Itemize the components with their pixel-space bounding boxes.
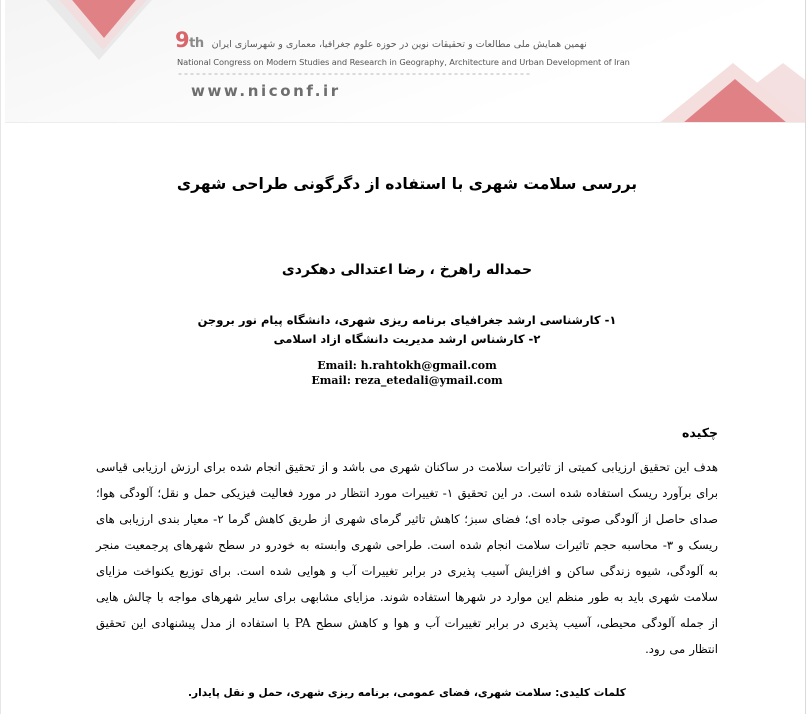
abstract-body xyxy=(96,454,718,662)
affiliation-2: ۲- کارشناس ارشد مدیریت دانشگاه ازاد اسلامی xyxy=(273,332,541,346)
abstract-latin-term: PA xyxy=(294,616,311,630)
affiliation-1: ۱- کارشناسی ارشد جغرافیای برنامه ریزی شهری، دانشگاه پیام نور بروجن xyxy=(197,313,617,327)
conference-name-english: National Congress on Modern Studies and Research in Geography, Architecture and Urban Development of Iran xyxy=(177,57,630,67)
author-emails xyxy=(96,358,718,388)
paper-title: بررسی سلامت شهری با استفاده از دگرگونی طراحی شهری xyxy=(176,175,638,193)
conference-edition-logo xyxy=(175,30,204,54)
author-affiliations xyxy=(96,311,718,349)
decorative-triangle-left-main xyxy=(5,0,203,38)
conference-edition-ordinal: th xyxy=(189,36,204,51)
email-1[interactable]: Email: h.rahtokh@gmail.com xyxy=(317,359,497,372)
page-border-right xyxy=(805,0,806,714)
paper-authors: حمداله راهرخ ، رضا اعتدالی دهکردی xyxy=(281,262,533,278)
conference-title-row xyxy=(175,30,645,54)
decorative-triangle-right-main xyxy=(631,79,805,123)
abstract-heading: چکیده xyxy=(682,425,718,440)
paper-content xyxy=(6,123,804,714)
paper-keywords: کلمات کلیدی: سلامت شهری، فضای عمومی، برنامه ریزی شهری، حمل و نقل پایدار. xyxy=(188,687,626,699)
dotted-divider xyxy=(177,73,531,75)
conference-logo-block xyxy=(175,30,645,100)
page-border-left xyxy=(0,0,1,714)
conference-name-persian: نهمین همایش ملی مطالعات و تحقیقات نوین در حوزه علوم جغرافیا، معماری و شهرسازی ایران xyxy=(211,39,587,50)
abstract-text-part-1: هدف این تحقیق ارزیابی کمیتی از تاثیرات سلامت در ساکنان شهری می باشد و از تحقیق انجام شده برای ارزش ارزیابی قیاسی برای برآورد ریسک استفاده شده است. در این تحقیق ۱- تغییرات مورد انتظار در مورد فعالیت فیزیکی حمل و نقل؛ آلودگی هوا؛ صدای حاصل از آلودگی صوتی جاده ای؛ فضای سبز؛ کاهش تاثیر گرمای شهری از طریق کاهش گرما ۲- معیار بندی ارزیابی های ریسک و ۳- محاسبه حجم تاثیرات سلامت انجام شده است. طراحی شهری وابسته به خودرو در سطح شهرهای پرجمعیت منجر به آلودگی، شیوه زندگی ساکن و افزایش آسیب پذیری در برابر تغییرات آب و هوایی شده است. برای توزیع یکنواخت مزایای سلامت شهری باید به طور منظم این موارد در شهرها استفاده شوند. مزایای مشابهی برای سایر شهرهای مواجه با چالش هایی از جمله آلودگی محیطی، آسیب پذیری در برابر تغییرات آب و هوا و کاهش سطح xyxy=(96,460,719,630)
abstract-text-part-2: با استفاده از مدل پیشنهادی این تحقیق انتظار می رود. xyxy=(96,616,718,656)
conference-header-banner xyxy=(5,0,805,123)
conference-website-url[interactable]: www.niconf.ir xyxy=(191,82,341,100)
conference-edition-number: 9 xyxy=(175,28,190,52)
email-2[interactable]: Email: reza_etedali@ymail.com xyxy=(311,374,503,387)
